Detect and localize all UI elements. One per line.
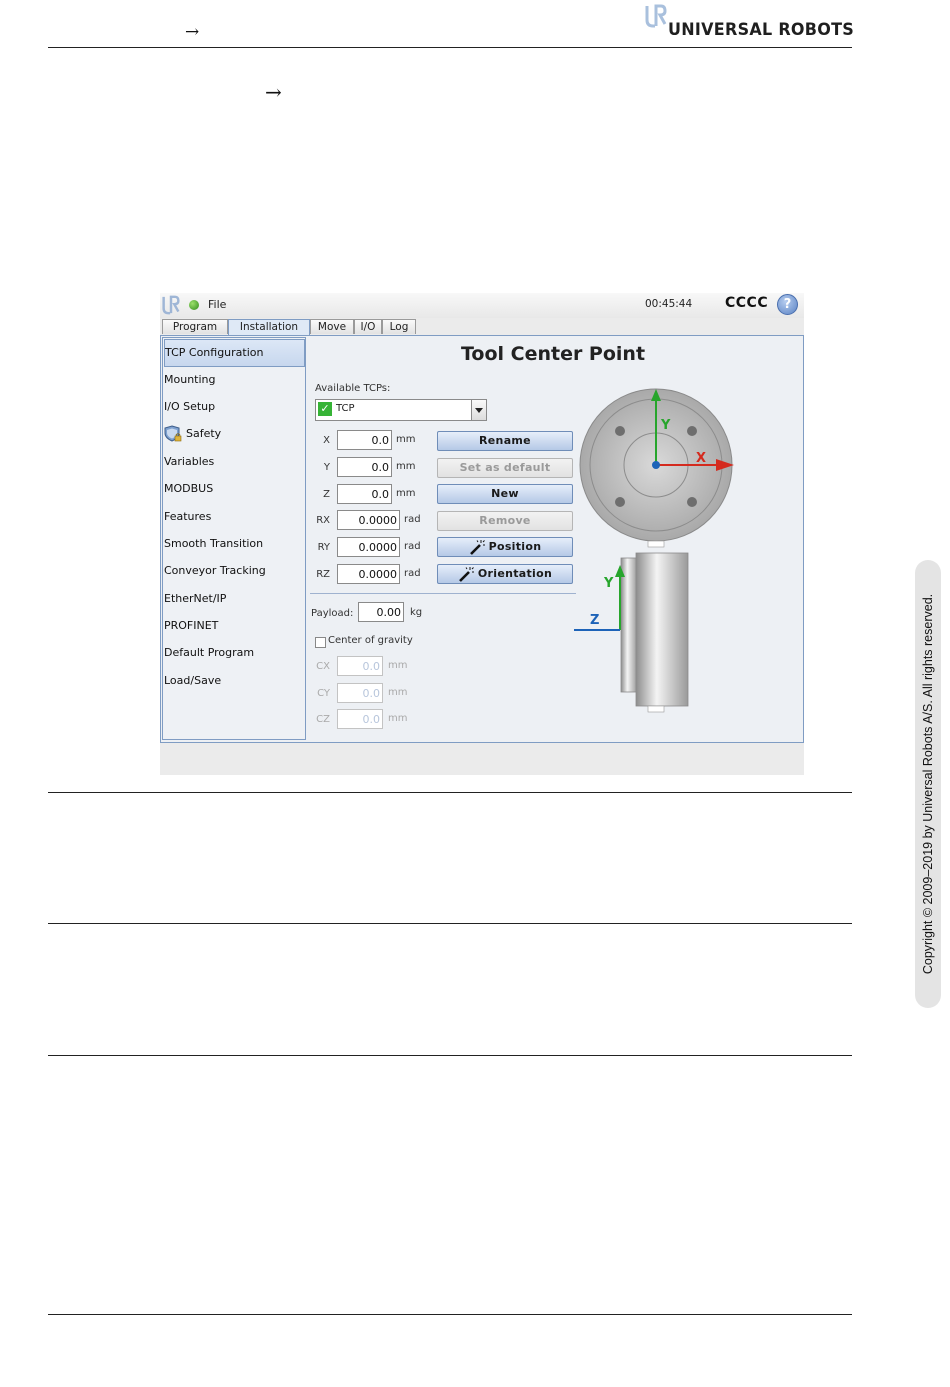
z-axis-label: Z (590, 613, 600, 628)
x-input[interactable]: 0.0 (337, 430, 392, 450)
tcp-dropdown[interactable] (315, 399, 487, 421)
tab-log[interactable]: Log (382, 319, 416, 334)
sidebar-item-load-save[interactable]: Load/Save (164, 674, 222, 687)
new-button[interactable]: New (437, 484, 573, 504)
sidebar-item-io-setup[interactable]: I/O Setup (164, 400, 216, 413)
tcp-panel (306, 337, 800, 739)
tcp-diagram (574, 387, 804, 737)
cz-unit: mm (388, 713, 408, 724)
sidebar-item-conveyor-tracking[interactable]: Conveyor Tracking (164, 564, 266, 577)
y-axis-label: Y (661, 418, 671, 433)
section-rule (48, 792, 852, 793)
cx-label: CX (316, 661, 330, 672)
sidebar-item-modbus[interactable]: MODBUS (164, 482, 214, 495)
sidebar-item-mounting[interactable]: Mounting (164, 373, 216, 386)
z-label: Z (323, 489, 330, 500)
orientation-button-label: Orientation (477, 567, 553, 580)
page-title: Tool Center Point (460, 343, 646, 365)
sidebar-item-features[interactable]: Features (164, 510, 212, 523)
tab-installation[interactable]: Installation (228, 319, 310, 336)
y-axis-side-label: Y (604, 576, 614, 591)
center-of-gravity-checkbox[interactable] (315, 637, 326, 648)
flange-side-view (621, 553, 688, 712)
sidebar-item-tcp-configuration[interactable]: TCP Configuration (164, 339, 305, 367)
y-unit: mm (396, 461, 416, 472)
copyright-text: Copyright © 2009–2019 by Universal Robots A/S. All rights reserved. (921, 593, 935, 975)
sidebar-item-ethernet-ip[interactable]: EtherNet/IP (164, 592, 227, 605)
ur-logo-icon (645, 4, 667, 28)
file-menu[interactable]: File (208, 298, 227, 311)
position-button-label: Position (488, 540, 542, 553)
rx-label: RX (316, 515, 330, 526)
chevron-down-icon[interactable] (471, 400, 486, 420)
copyright-tab (915, 560, 941, 1008)
payload-unit: kg (410, 607, 423, 618)
ry-label: RY (317, 542, 330, 553)
rx-input[interactable]: 0.0000 (337, 510, 400, 530)
top-bar (160, 293, 804, 318)
cy-label: CY (317, 688, 330, 699)
available-tcps-label: Available TCPs: (315, 383, 391, 394)
arrow-symbol: → (265, 80, 282, 104)
tab-io[interactable]: I/O (354, 319, 382, 334)
tab-program[interactable]: Program (162, 319, 228, 334)
set-default-button[interactable]: Set as default (437, 458, 573, 478)
tab-move[interactable]: Move (310, 319, 354, 334)
help-icon[interactable]: ? (777, 294, 798, 315)
payload-input[interactable]: 0.00 (358, 602, 404, 622)
sidebar-item-smooth-transition[interactable]: Smooth Transition (164, 537, 264, 550)
rz-unit: rad (404, 568, 421, 579)
clock: 00:45:44 (645, 298, 693, 310)
polyscope-screenshot (160, 293, 804, 775)
sidebar-item-profinet[interactable]: PROFINET (164, 619, 219, 632)
magic-wand-icon (458, 566, 474, 582)
rz-input[interactable]: 0.0000 (337, 564, 400, 584)
magic-wand-icon (469, 539, 485, 555)
check-icon: ✓ (318, 402, 332, 416)
sidebar-item-default-program[interactable]: Default Program (164, 646, 255, 659)
orientation-button[interactable] (437, 564, 573, 584)
arrow-symbol: → (185, 22, 200, 42)
tcp-dropdown-value: TCP (336, 403, 355, 414)
z-unit: mm (396, 488, 416, 499)
section-rule (48, 923, 852, 924)
sidebar-item-label: Safety (186, 427, 222, 440)
x-axis-label: X (696, 451, 707, 466)
rx-unit: rad (404, 514, 421, 525)
footer-rule (48, 1314, 852, 1315)
cy-unit: mm (388, 687, 408, 698)
divider (310, 593, 576, 594)
cy-input[interactable]: 0.0 (337, 683, 383, 703)
installation-sidebar (162, 337, 306, 740)
remove-button[interactable]: Remove (437, 511, 573, 531)
sidebar-item-safety[interactable] (164, 421, 305, 447)
cz-label: CZ (316, 714, 330, 725)
robot-name: CCCC (725, 295, 769, 311)
payload-label: Payload: (311, 608, 354, 619)
z-input[interactable]: 0.0 (337, 484, 392, 504)
rz-label: RZ (316, 569, 330, 580)
cx-input[interactable]: 0.0 (337, 656, 383, 676)
y-input[interactable]: 0.0 (337, 457, 392, 477)
ry-unit: rad (404, 541, 421, 552)
sidebar-item-variables[interactable]: Variables (164, 455, 215, 468)
x-unit: mm (396, 434, 416, 445)
center-of-gravity-label: Center of gravity (328, 635, 413, 646)
cx-unit: mm (388, 660, 408, 671)
ur-logo-icon[interactable] (162, 295, 180, 315)
position-button[interactable] (437, 537, 573, 557)
brand-name: UNIVERSAL ROBOTS (668, 20, 855, 40)
rename-button[interactable]: Rename (437, 431, 573, 451)
status-icon (189, 300, 199, 310)
y-label: Y (323, 462, 330, 473)
x-label: X (323, 435, 330, 446)
shield-lock-icon (164, 425, 182, 443)
header-rule (48, 47, 852, 48)
cz-input[interactable]: 0.0 (337, 709, 383, 729)
ry-input[interactable]: 0.0000 (337, 537, 400, 557)
section-rule (48, 1055, 852, 1056)
